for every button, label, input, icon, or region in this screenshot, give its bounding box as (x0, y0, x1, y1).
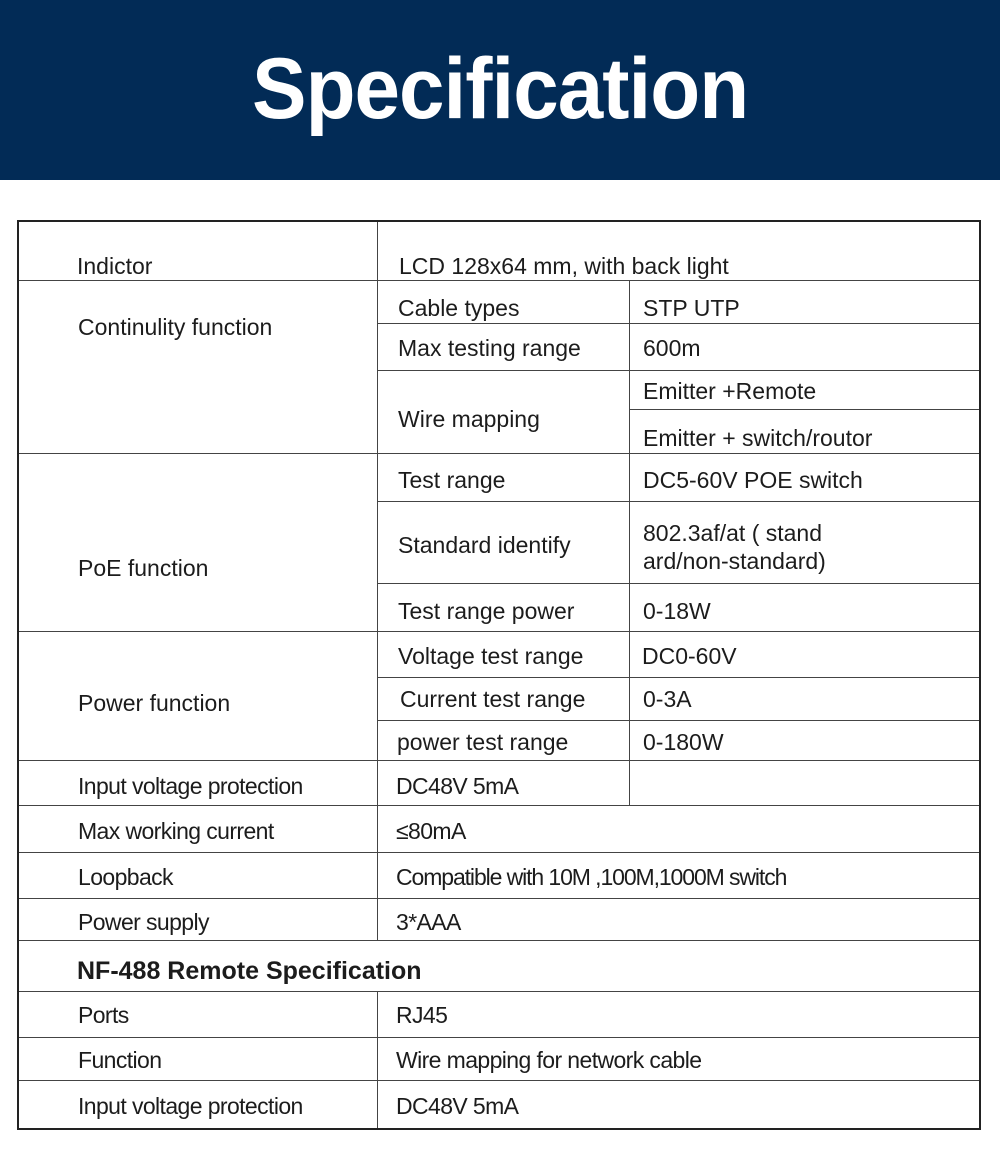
wire-mapping-value-1: Emitter +Remote (643, 378, 817, 404)
row-divider (19, 852, 979, 853)
test-range-value: DC5-60V POE switch (643, 467, 863, 493)
page-title: Specification (251, 40, 749, 137)
wire-mapping-label: Wire mapping (398, 406, 540, 432)
input-voltage-protection-label: Input voltage protection (78, 773, 303, 799)
row-divider (19, 760, 979, 761)
row-divider (19, 631, 979, 632)
row-divider (19, 1037, 979, 1038)
ports-value: RJ45 (396, 1002, 448, 1028)
max-testing-range-label: Max testing range (398, 335, 581, 361)
max-testing-range-value: 600m (643, 335, 701, 361)
row-divider (19, 991, 979, 992)
standard-identify-value-line2: ard/non-standard) (643, 548, 826, 574)
row-divider (377, 720, 979, 721)
current-test-range-value: 0-3A (643, 686, 692, 712)
row-divider (19, 1080, 979, 1081)
voltage-test-range-label: Voltage test range (398, 643, 584, 669)
row-divider (19, 805, 979, 806)
test-range-power-value: 0-18W (643, 598, 711, 624)
row-divider (377, 677, 979, 678)
column-divider (377, 222, 378, 940)
row-divider (19, 280, 979, 281)
continuity-label: Continulity function (78, 314, 273, 340)
loopback-label: Loopback (78, 864, 173, 890)
cable-types-label: Cable types (398, 295, 520, 321)
indicator-value: LCD 128x64 mm, with back light (399, 253, 729, 279)
row-divider (377, 501, 979, 502)
column-divider (377, 991, 378, 1128)
function-label: Function (78, 1047, 162, 1073)
row-divider (377, 583, 979, 584)
specification-banner (0, 0, 1000, 180)
max-working-current-value: ≤80mA (396, 818, 466, 844)
row-divider (19, 898, 979, 899)
remote-input-voltage-protection-value: DC48V 5mA (396, 1093, 519, 1119)
column-divider (629, 280, 630, 805)
standard-identify-label: Standard identify (398, 532, 571, 558)
loopback-value: Compatible with 10M ,100M,1000M switch (396, 864, 787, 890)
poe-label: PoE function (78, 555, 209, 581)
test-range-power-label: Test range power (398, 598, 575, 624)
power-test-range-value: 0-180W (643, 729, 724, 755)
standard-identify-value-line1: 802.3af/at ( stand (643, 520, 823, 546)
input-voltage-protection-value: DC48V 5mA (396, 773, 519, 799)
remote-spec-title: NF-488 Remote Specification (77, 957, 422, 985)
indicator-label: Indictor (77, 253, 153, 279)
test-range-label: Test range (398, 467, 506, 493)
power-test-range-label: power test range (397, 729, 569, 755)
row-divider (629, 409, 979, 410)
ports-label: Ports (78, 1002, 129, 1028)
row-divider (19, 453, 979, 454)
row-divider (377, 370, 979, 371)
power-function-label: Power function (78, 690, 231, 716)
function-value: Wire mapping for network cable (396, 1047, 702, 1073)
remote-input-voltage-protection-label: Input voltage protection (78, 1093, 303, 1119)
row-divider (377, 323, 979, 324)
power-supply-value: 3*AAA (396, 909, 461, 935)
row-divider (19, 940, 979, 941)
max-working-current-label: Max working current (78, 818, 274, 844)
current-test-range-label: Current test range (400, 686, 586, 712)
power-supply-label: Power supply (78, 909, 209, 935)
cable-types-value: STP UTP (643, 295, 740, 321)
specification-table (17, 220, 981, 1130)
voltage-test-range-value: DC0-60V (642, 643, 737, 669)
wire-mapping-value-2: Emitter + switch/routor (643, 425, 873, 451)
